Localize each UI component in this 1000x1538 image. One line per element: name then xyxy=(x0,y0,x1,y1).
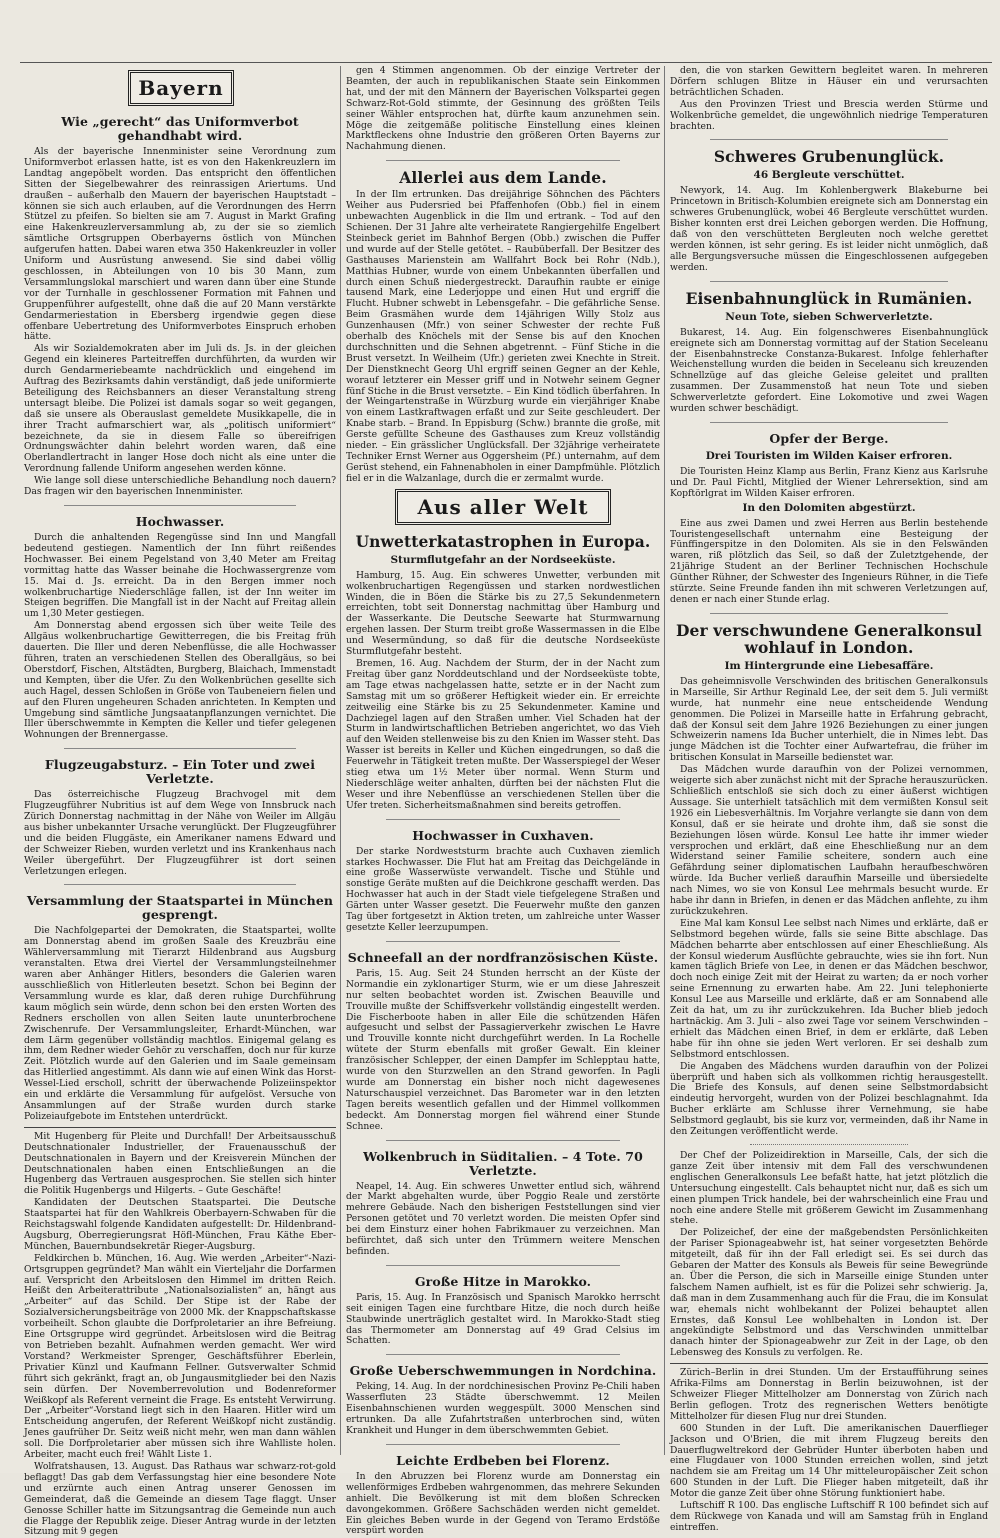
article-subheadline: Drei Touristen im Wilden Kaiser erfroren. xyxy=(705,449,953,462)
article-subheadline: Neun Tote, sieben Schwerverletzte. xyxy=(725,310,933,323)
divider xyxy=(386,160,620,161)
article-headline: Der verschwundene Generalkonsul wohlauf in London. xyxy=(675,620,983,657)
article-headline: Wolkenbruch in Süditalien. – 4 Tote. 70 Verletzte. xyxy=(363,1148,643,1178)
divider xyxy=(64,748,296,749)
article-paragraph: Wie lange soll diese unterschiedliche Behandlung noch dauern? Das fragen wir den bayerischen Innenminister. xyxy=(24,475,336,498)
article-paragraph: Wolfratshausen, 13. August. Das Rathaus war schwarz-rot-gold beflaggt! Das gab dem Verfassungstag hier eine besondere Note und erzürnte auch einen Antrag unserer Genossen im Gemeinderat, daß die Gemeinde an diesem Tage flaggt. Unser Genosse Schiller hatte im Sitzungsantrag die Gemeinde nun auch die Flagge der Republik zeige. Dieser Antrag wurde in der letzten Sitzung mit 9 gegen xyxy=(24,1460,336,1538)
article-headline: Hochwasser in Cuxhaven. xyxy=(412,827,594,843)
column-divider xyxy=(664,66,665,1455)
article-paragraph: Am Donnerstag abend ergossen sich über weite Teile des Allgäus wolkenbruchartige Gewitterregen, die bis Freitag früh dauerten. Die Iller und deren Nebenflüsse, die alle Hochwasser führen, traten an verschiedenen Stellen des Oberallgäus, so bei Oberstdorf, Fischen, Altstädten, Burgberg, Blaichach, Immenstadt und Kempten, über die Ufer. Zu den Wolkenbrüchen gesellte sich auch Hagel, dessen Schloßen in Größe von Taubeneiern fielen und auf den Fluren ungeheuren Schaden anrichteten. In Kempten und Umgebung sind sämtliche Jungsaatanpflanzungen vernichtet. Die Iller überschwemmte in Kempten die Keller und tiefer gelegenen Wohnungen der Brennergasse. xyxy=(24,620,336,741)
article-paragraph: Als der bayerische Innenminister seine Verordnung zum Uniformverbot erlassen hatte, ist es von den Hakenkreuzlern im Landtag angepöbelt worden. Das entspricht den öffentlichen Sitten der Siegelbewahrer des reinrassigen Ariertums. Und draußen – außerhalb den Mauern der bayerischen Hauptstadt – können sie sich auch erlauben, auf die Verordnungen des Herrn Stützel zu pfeifen. So bielten sie am 7. August in Markt Grafing eine Hakenkreuzlerversammlung ab, zu der sie so ziemlich sämtliche Ortsgruppen Oberbayerns östlich von München aufgerufen hatten. Dabei waren etwa 350 Hakenkreuzler in voller Uniform und Ausrüstung anwesend. Sie sind dabei völlig geschlossen, in Abteilungen von 10 bis 30 Mann, zum Versammlungslokal marschiert und waren dann über eine Stunde vor der Turnhalle in geschlossener Formation mit Fahnen und Gruppenführer aufgestellt, ohne daß die auf 20 Mann verstärkte Gendarmeriestation in Ebersberg irgendwie gegen diese offenbare Uebertretung des Uniformverbotes Einspruch erhoben hätte. xyxy=(24,146,336,343)
divider xyxy=(710,422,948,423)
article-paragraph: den, die von starken Gewittern begleitet waren. In mehreren Dörfern schlugen Blitze in Häuser ein und verursachten beträchtlichen Schaden. xyxy=(670,65,988,98)
divider xyxy=(710,139,948,140)
article-paragraph: Luftschiff R 100. Das englische Luftschiff R 100 befindet sich auf dem Rückwege von Kanada und will am Samstag früh in England eintreffen. xyxy=(670,1500,988,1533)
divider xyxy=(386,1140,620,1141)
divider xyxy=(24,1127,336,1128)
divider xyxy=(64,505,296,506)
article-paragraph: Bukarest, 14. Aug. Ein folgenschweres Eisenbahnunglück ereignete sich am Donnerstag vormittag auf der Station Seceleanu der Eisenbahnstrecke Constanza-Bukarest. Infolge fehlerhafter Weichenstellung wurden die beiden in Seceleanu sich kreuzenden Schnellzüge auf das gleiche Geleise geleitet und prallten zusammen. Der Zusammenstoß hat neun Tote und sieben Schwerverletzte gefordert. Eine Lokomotive und zwei Wagen wurden schwer beschädigt. xyxy=(670,326,988,415)
article-headline: Opfer der Berge. xyxy=(769,430,889,446)
article-headline: Flugzeugabsturz. – Ein Toter und zwei Verletzte. xyxy=(44,757,316,787)
article-paragraph: gen 4 Stimmen angenommen. Ob der einzige Vertreter der Beamten, der auch in republikanischen Staate sein Einkommen hat, und der mit den Männern der Bayerischen Volkspartei gegen Schwarz-Rot-Gold stimmte, der Gesinnung des größten Teils seiner Wähler entsprochen hat, dürfte kaum anzunehmen sein. Möge die zeitgemäße politische Einstellung eines kleinen Marktfleckens ohne Industrie den größeren Orten Bayerns zur Nachahmung dienen. xyxy=(346,65,660,153)
article-paragraph: Das österreichische Flugzeug Brachvogel mit dem Flugzeugführer Nubritius ist auf dem Wege von Innsbruck nach Zürich Donnerstag nachmittag in der Nähe von Weiler im Allgäu aus bisher unbekannter Ursache verunglückt. Der Flugzeugführer und die beiden Fluggäste, ein Amerikaner namens Edward und der Schweizer Rieben, wurden verletzt und ins Krankenhaus nach Weiler übergeführt. Der Flugzeugführer ist dort seinen Verletzungen erlegen. xyxy=(24,789,336,877)
divider xyxy=(710,281,948,282)
article-paragraph: 600 Stunden in der Luft. Die amerikanischen Dauerflieger Jackson und O'Brien, die mit ihrem Flugzeug bereits den Dauerflugweltrekord der Gebrüder Hunter überboten haben und eine Flugdauer von 1000 Stunden erreichen wollen, sind jetzt nachdem sie am Freitag um 14 Uhr mitteleuropäischer Zeit schon 600 Stunden in der Luft. Die Flieger haben mitgeteilt, daß ihr Motor die ganze Zeit über ohne Störung funktioniert habe. xyxy=(670,1422,988,1500)
column-1 xyxy=(24,66,336,1538)
divider xyxy=(670,1363,988,1364)
article-paragraph: Das Mädchen wurde daraufhin von der Polizei vernommen, weigerte sich aber zunächst nicht mit der Sprache herauszurücken. Schließlich entschloß sie sich doch zu einer äußerst wichtigen Aussage. Sie unterhielt tatsächlich mit dem vermißten Konsul seit 1926 ein Liebesverhältnis. Im Vorjahre verlangte sie dann von dem Konsul, daß er sie heirate und drohte ihm, daß sie sonst die Beziehungen lösen würde. Konsul Lee hatte ihr immer wieder versprochen und erklärt, daß eine Eheschließung nur an dem Widerstand seiner Familie scheitere, sondern auch eine Gefährdung seiner diplomatischen Laufbahn heraufbeschwören würde. Ida Bucher verließ daraufhin Marseille und übersiedelte nach Nimes, wo sie von Konsul Lee mehrmals besucht wurde. Er habe ihr dann in Briefen, in denen er das Mädchen anflehte, zu ihm zurückzukehren. xyxy=(670,764,988,917)
article-subheadline: 46 Bergleute verschüttet. xyxy=(753,169,905,182)
article-paragraph: Der Chef der Polizeidirektion in Marseille, Cals, der sich die ganze Zeit über intensiv mit dem Fall des verschwundenen englischen Generalkonsuls Lee befaßt hatte, hat jetzt plötzlich die Untersuchung eingestellt. Cals behauptet nicht nur, daß es sich um einen plumpen Trick handele, bei der wahrscheinlich eine Frau und noch eine andere Stelle mit größerem Gewicht im Zusammenhang stehe. xyxy=(670,1149,988,1227)
article-headline: Große Ueberschwemmungen in Nordchina. xyxy=(349,1363,657,1379)
article-headline: Unwetterkatastrophen in Europa. xyxy=(355,531,651,551)
divider xyxy=(386,1444,620,1445)
column-3 xyxy=(670,65,988,1533)
article-paragraph: In den Abruzzen bei Florenz wurde am Donnerstag ein wellenförmiges Erdbeben wahrgenommen, das mehrere Sekunden anhielt. Die Bevölkerung ist mit dem bloßen Schrecken davongekommen. Größere Sachschäden werden nicht gemeldet. Ein gleiches Beben wurde in der Gegend von Teramo Erdstöße verspürt worden xyxy=(346,1470,660,1537)
article-paragraph: Der starke Nordweststurm brachte auch Cuxhaven ziemlich starkes Hochwasser. Die Flut hat am Freitag das Deichgelände in eine große Wasserwüste verwandelt. Tische und Stühle und sonstige Geräte mußten auf die Deichkrone geschafft werden. Das Hochwasser hat auch in der Stadt viele tiefgelegene Straßen und Gärten unter Wasser gesetzt. Die Feuerwehr mußte den ganzen Tag über fortgesetzt in Aktion treten, um zahlreiche unter Wasser gesetzte Keller leerzupumpen. xyxy=(346,845,660,933)
divider xyxy=(64,884,296,885)
article-subheadline: Sturmflutgefahr an der Nordseeküste. xyxy=(390,553,616,566)
article-paragraph: Der Polizeichef, der eine der maßgebendsten Persönlichkeiten der Pariser Spionageabwehr ist, hat seiner vorgesetzten Behörde mitgeteilt, daß für ihn der Fall erledigt sei. Es sei durch das Gebaren der Matter des Konsuls als Beweis für seine Bewegründe an. Über die Person, die sich in Marseille einige Stunden unter falschem Namen aufhielt, ist es für die Polizei sehr schwierig. Ja, daß man in dem Zusammenhang auch für die Frau, die im Konsulat war, ehemals nicht wohlbekannt der Polizei behauptet allen Ernstes, daß Konsul Lee wohlbehalten in London ist. Der angekündigte Selbstmord und das Verschwinden unmittelbar danach hinter der Spionageabwehr zur Zeit in der Lage, ob den Lebensweg des Konsuls zu verfolgen. Re. xyxy=(670,1227,988,1359)
top-rule xyxy=(20,62,992,63)
divider xyxy=(710,613,948,614)
article-headline: Versammlung der Staatspartei in München gesprengt. xyxy=(26,893,334,923)
article-paragraph: Newyork, 14. Aug. Im Kohlenbergwerk Blakeburne bei Princetown in Britisch-Kolumbien ereignete sich am Donnerstag ein schweres Grubenunglück, wobei 46 Bergleute verschüttet wurden. Bisher konnten erst drei Leichen geborgen werden. Die Hoffnung, daß von den verschütteten Bergleuten noch welche gerettet werden können, ist sehr gering. Es ist leider nicht unmöglich, daß alle Bergungsversuche müssen die Eingeschlossenen aufgegeben werden. xyxy=(670,185,988,273)
article-headline: Große Hitze in Marokko. xyxy=(414,1273,592,1289)
column-divider xyxy=(340,66,341,1455)
section-title-bayern: Bayern xyxy=(128,70,234,106)
article-paragraph: Durch die anhaltenden Regengüsse sind Inn und Mangfall bedeutend gestiegen. Namentlich der Inn führt reißendes Hochwasser. Bei einem Pegelstand von 3,40 Meter am Freitag vormittag hatte das Wasser beinahe die Hochwassergrenze vom 15. Mai d. Js. erreicht. Da in den Bergen immer noch wolkenbruchartige Niederschläge fallen, ist der Inn weiter im Steigen begriffen. Die Mangfall ist in der Nacht auf Freitag allein um 1,30 Meter gestiegen. xyxy=(24,532,336,620)
article-headline: Leichte Erdbeben bei Florenz. xyxy=(396,1452,610,1468)
article-headline: Allerlei aus dem Lande. xyxy=(399,168,607,188)
article-paragraph: Feldkirchen b. München, 16. Aug. Wie werden „Arbeiter“-Nazi-Ortsgruppen gegründet? Man wählt ein Vierteljahr die Dorfarmen auf. Verspricht den Arbeitslosen den Himmel im dritten Reich. Heißt den Arbeiterattribute „Nationalsozialisten“ an, hängt aus „Arbeiter“ auf das Schild. Der Stipe ist der Rabe der Sozialversicherungsbeiträge von 2000 Mk. der Knappschaftskasse vorbeiheilt. Schon glaubte die Dorfproletarier an ihre Befreiung. Eine Ortsgruppe wird gegründet. Arbeitslosen wird die Beitrag von Betrieben bezahlt. Aufnahmen werden gemacht. Wer wird Vorstand? Werkmeister Sprenger, Geschäftsführer Eberlein, Privatier Künzl und Kaufmann Fellner. Gutsverwalter Schmid führt sich gekränkt, fragt an, ob Jungausmitglieder bei den Nazis sein dürfen. Der Novemberrevolution und Bodenreformer Weißkopf als Referent verneint die Frage. Es entsteht Verwirrung. Der „Arbeiter“-Vorstand liegt sich in den Haaren. Hitler wird um Entscheidung angerufen, der Referent Weißkopf nicht zuständig. Jenes gaufrüher Dr. Seitz weiß nicht mehr, wen man dann wählen soll. Die Dorfproletarier aber müssen sich ihre Wahlliste holen. Arbeiter, macht euch frei! Wählt Liste 1. xyxy=(24,1252,336,1461)
article-paragraph: In der Ilm ertrunken. Das dreijährige Söhnchen des Pächters Weiher aus Pudersried bei Pfaffenhofen (Obb.) fiel in einem unbewachten Augenblick in die Ilm und ertrank. – Tod auf den Schienen. Der 31 Jahre alte verheiratete Rangiergehilfe Engelbert Steinbeck geriet im Bahnhof Bergen (Obb.) zwischen die Puffer und wurde auf der Stelle getötet. – Raubüberfall. Der Besitzer des Gasthauses Marienstein am Wallfahrt Bock bei Rohr (Ndb.), Matthias Hubner, wurde von einem Unbekannten überfallen und durch einen Schuß niedergestreckt. Daraufhin raubte er einige tausend Mark, eine Lederjoppe und einen Hut und ergriff die Flucht. Hubner schwebt in Lebensgefahr. – Die gefährliche Sense. Beim Grasmähen wurde dem 14jährigen Willy Stolz aus Gunzenhausen (Mfr.) von seiner Schwester der rechte Fuß oberhalb des Knöchels mit der Sense bis auf den Knochen durchschnitten und die Sehnen abgetrennt. – Fünf Stiche in die Brust versetzt. In Weilheim (Ufr.) gerieten zwei Knechte in Streit. Der Dienstknecht Georg Uhl ergriff seinen Gegner an der Kehle, worauf letzterer ein Messer griff und in Notwehr seinem Gegner fünf Stiche in die Brust versetzte. – Ein Kind tödlich überfahren. In der Weingartenstraße in Würzburg wurde ein vierjähriger Knabe von einem Lastkraftwagen erfaßt und zur Seite geschleudert. Der Knabe starb. – Brand. In Eppisburg (Schw.) brannte die große, mit Gerste gefüllte Scheune des Gasthauses zum Kreuz vollständig nieder. – Ein grässlicher Unglücksfall. Der 32jährige verheiratete Techniker Ernst Werner aus Oggersheim (Pf.) unternahm, auf dem Gerüst stehend, ein Fahnenabholen in einer Dampfmühle. Plötzlich fiel er in die Walzanlage, durch die er zermalmt wurde. xyxy=(346,189,660,484)
article-paragraph: Die Touristen Heinz Klamp aus Berlin, Franz Kienz aus Karlsruhe und Dr. Paul Fichtl, Mitglied der Wiener Lehrersektion, sind am Kopftörlgrat im Wilden Kaiser erfroren. xyxy=(670,465,988,499)
article-paragraph: Aus den Provinzen Triest und Brescia werden Stürme und Wolkenbrüche gemeldet, die ungewöhnlich niedrige Temperaturen brachten. xyxy=(670,98,988,132)
divider xyxy=(386,819,620,820)
article-paragraph: Paris, 15. Aug. Seit 24 Stunden herrscht an der Küste der Normandie ein zyklonartiger Sturm, wie er um diese Jahreszeit nur selten beobachtet worden ist. Zwischen Beauville und Trouville mußte der Schiffsverkehr vollständig eingestellt werden. Die Fischerboote haben in aller Eile die schützenden Häfen aufgesucht und selbst der Passagierverkehr zwischen Le Havre und Trouville konnte nicht durchgeführt werden. In La Rochelle wütete der Sturm ebenfalls mit großer Gewalt. Ein kleiner französischer Schlepper, der einen Dampfer im Schlepptau hatte, wurde von den Sturzwellen an den Strand geworfen. In Pagli wurde am Donnerstag ein bisher noch nicht dagewesenes Naturschauspiel verzeichnet. Das Barometer war in den letzten Tagen bereits wesentlich gefallen und der Himmel vollkommen bedeckt. Am Donnerstag morgen fiel während einer Stunde Schnee. xyxy=(346,967,660,1132)
column-2 xyxy=(346,65,660,1537)
section-title-aus-aller-welt: Aus aller Welt xyxy=(395,489,611,525)
article-paragraph: Peking, 14. Aug. In der nordchinesischen Provinz Pe-Chili haben Wasserfluten 23 Städte überschwemmt. 12 Meilen Eisenbahnschienen wurden weggespült. 3000 Menschen sind ertrunken. Da alle Zufahrtstraßen unterbrochen sind, wüten Krankheit und Hunger in dem überschwemmten Gebiet. xyxy=(346,1381,660,1436)
article-subheadline: In den Dolomiten abgestürzt. xyxy=(742,501,916,514)
article-paragraph: Bremen, 16. Aug. Nachdem der Sturm, der in der Nacht zum Freitag über ganz Norddeutschland und der Nordseeküste tobte, am Tage etwas nachgelassen hatte, setzte er in der Nacht zum Samstag mit um so größerer Heftigkeit wieder ein. Er erreichte zeitweilig eine Stärke bis zu 25 Sekundenmeter. Kamine und Dachziegel lagen auf den Straßen umher. Viel Schaden hat der Sturm in landwirtschaftlichen Betrieben angerichtet, wo das Vieh auf den Weiden stellenweise bis zu den Knien im Wasser steht. Das Wasser ist bereits in Keller und Küchen eingedrungen, so daß die Feuerwehr in Tätigkeit treten mußte. Der Wasserspiegel der Weser stieg etwa um 1½ Meter über normal. Wenn Sturm und Niederschläge weiter anhalten, dürften bei der nächsten Flut die Weser und ihre Nebenflüsse an verschiedenen Stellen über die Ufer treten. Sicherheitsmaßnahmen sind bereits getroffen. xyxy=(346,657,660,811)
article-paragraph: Paris, 15. Aug. In Französisch und Spanisch Marokko herrscht seit einigen Tagen eine furchtbare Hitze, die noch durch heiße Staubwinde unerträglich gestaltet wird. In Marokko-Stadt stieg das Thermometer am Donnerstag auf 49 Grad Celsius im Schatten. xyxy=(346,1291,660,1347)
article-paragraph: Kandidaten der Deutschen Staatspartei. Die Deutsche Staatspartei hat für den Wahlkreis Oberbayern-Schwaben für die Reichstagswahl folgende Kandidaten aufgestellt: Dr. Hildenbrand-Augsburg, Oberregierungsrat Höfl-München, Frau Käthe Eber-München, Bauernbundsekretär Rieger-Augsburg. xyxy=(24,1197,336,1252)
divider xyxy=(750,1144,908,1145)
article-headline: Schneefall an der nordfranzösischen Küste. xyxy=(347,949,659,965)
divider xyxy=(386,1265,620,1266)
article-headline: Eisenbahnunglück in Rumänien. xyxy=(685,288,973,308)
article-paragraph: Hamburg, 15. Aug. Ein schweres Unwetter, verbunden mit wolkenbruchartigen Regengüssen und starken nordwestlichen Winden, die in Böen die Stärke bis zu 27,5 Sekundenmetern erreichten, tobt seit Donnerstag nachmittag über Hamburg und der Wasserkante. Die Deutsche Seewarte hat Sturmwarnung ergehen lassen. Der Sturm treibt große Wassermassen in die Elbe und Wesermündung, so daß für die deutsche Nordseeküste Sturmflutgefahr besteht. xyxy=(346,569,660,658)
article-subheadline: Im Hintergrunde eine Liebesaffäre. xyxy=(724,659,934,672)
divider xyxy=(386,1354,620,1355)
article-paragraph: Eine aus zwei Damen und zwei Herren aus Berlin bestehende Touristengesellschaft unternahm eine Besteigung der Fünffingerspitze in den Dolomiten. Als sie in den Felswänden waren, riß plötzlich das Seil, so daß der Zuletztgehende, der 21jährige Student an der Berliner Technischen Hochschule Günther Rühner, der Schwester des Ingenieurs Rühner, in die Tiefe stürzte. Seine Freunde fanden ihn mit schweren Verletzungen auf, denen er nach einer Stunde erlag. xyxy=(670,517,988,605)
article-headline: Schweres Grubenunglück. xyxy=(713,147,945,167)
article-paragraph: Als wir Sozialdemokraten aber im Juli ds. Js. in der gleichen Gegend ein kleineres Parteitreffen durchführten, da wurden wir durch Gendarmeriebeamte nachdrücklich und eingehend im Auftrag des Bezirksamts dahin verständigt, daß jede uniformierte Beteiligung des Reichsbanners an dieser Veranstaltung streng untersagt bleibe. Die Polizei ist damals sogar so weit gegangen, daß sie unsere als Oberauslast gemeldete Musikkapelle, die in ihrer Tracht aufmarschiert war, als „politisch uniformiert“ bezeichnete, da sie in diesem Falle so übereifrigen Ordnungswächter dahin belehrt worden waren, daß eine Oberlandlertracht in langer Hose doch nicht als eine unter die Verordnung fallende Uniform angesehen werden könne. xyxy=(24,343,336,475)
article-paragraph: Neapel, 14. Aug. Ein schweres Unwetter entlud sich, während der Markt abgehalten wurde, über Poggio Reale und zerstörte mehrere Gebäude. Nach den bisherigen Feststellungen sind vier Personen getötet und 70 verletzt worden. Die meisten Opfer sind bei dem Einsturz einer hohen Fabrikmauer zu verzeichnen. Man befürchtet, daß sich unter den Trümmern weitere Menschen befinden. xyxy=(346,1180,660,1257)
divider xyxy=(386,941,620,942)
article-paragraph: Zürich–Berlin in drei Stunden. Um der Erstaufführung seines Afrika-Films am Donnerstag in Berlin beizuwohnen, ist der Schweizer Flieger Mittelholzer am Donnerstag von Zürich nach Berlin geflogen. Trotz des regnerischen Wetters benötigte Mittelholzer für diesen Flug nur drei Stunden. xyxy=(670,1367,988,1422)
article-paragraph: Eine Mal kam Konsul Lee selbst nach Nimes und erklärte, daß er Selbstmord begehen würde, falls sie seine Bitte abschlage. Das Mädchen beharrte aber entschlossen auf einer Eheschließung. Als der Konsul wiederum Ausflüchte gebrauchte, wies sie ihn fort. Nun kamen täglich Briefe von Lee, in denen er das Mädchen beschwor, doch noch einige Zeit mit der Heirat zu warten; da er noch vorher seine Ernennung zu erwarten habe. Am 22. Juni telephonierte Konsul Lee aus Marseille und erklärte, daß er am Sonnabend alle Zeit da hat, um zu ihr zurückzukehren. Ida Bucher blieb jedoch hartnäckig. Am 3. Juli – also zwei Tage vor seinem Verschwinden – erhielt das Mädchen einen Brief, in dem er erklärte, daß Leben habe für ihn ohne sie jeden Wert verloren. Er sei deshalb zum Selbstmord entschlossen. xyxy=(670,917,988,1060)
article-headline: Hochwasser. xyxy=(135,514,225,529)
article-paragraph: Die Nachfolgepartei der Demokraten, die Staatspartei, wollte am Donnerstag abend im großen Saale des Kreuzbräu eine Wählerversammlung mit Tierarzt Hildenbrand aus Augsburg veranstalten. Etwa drei Viertel der Versammlungsteilnehmer waren aber Anhänger Hitlers, besonders die Galerien waren ausschließlich von Hitlerleuten besetzt. Schon bei Beginn der Versammlung wurde es klar, daß deren ruhige Durchführung kaum möglich sein würde, denn schon bei den ersten Worten des Redners erschollen von allen Seiten laute ununterbrochene Zwischenrufe. Der Versammlungsleiter, Erhardt-München, war dem Lärm gegenüber vollständig machtlos. Einigemal gelang es ihm, dem Redner wieder Gehör zu verschaffen, doch nur für kurze Zeit. Plötzlich wurde auf den Galerien und im Saale gemeinsam das Hitlerlied angestimmt. Als dann wie auf einen Wink das Horst-Wessel-Lied erscholl, schritt der überwachende Polizeiinspektor ein und erklärte die Versammlung für aufgelöst. Versuche von Ansammlungen auf der Straße wurden durch starke Polizeiaufgebote im Entstehen unterdrückt. xyxy=(24,925,336,1122)
article-paragraph: Mit Hugenberg für Pleite und Durchfall! Der Arbeitsausschuß Deutschnationaler Industrieller, der Frauenausschuß der Deutschnationalen in Bayern und der Kreisverein München der Deutschnationalen haben einen Entschließungen an die Hugenberg das Vertrauen ausgesprochen. Sie stellen sich hinter die Politik Hugenbergs und Hilgerts. – Gute Geschäfte! xyxy=(24,1130,336,1197)
article-paragraph: Die Angaben des Mädchens wurden daraufhin von der Polizei überprüft und haben sich als vollkommen richtig herausgestellt. Die Briefe des Konsuls, auf denen seine Selbstmordabsicht eindeutig hervorgeht, wurden von der Polizei beschlagnahmt. Ida Bucher erklärte am Schlusse ihrer Vernehmung, sie habe Selbstmord geglaubt, bis sie kurz vor, vermeinden, daß ihr Name in den Zeitungen veröffentlicht werde. xyxy=(670,1060,988,1138)
article-paragraph: Das geheimnisvolle Verschwinden des britischen Generalkonsuls in Marseille, Sir Arthur Reginald Lee, der seit dem 5. Juli vermißt wurde, hat nunmehr eine neue entscheidende Wendung genommen. Die Polizei in Marseille hatte in Erfahrung gebracht, daß der Konsul seit dem Jahre 1926 Beziehungen zu einer jungen Schweizerin namens Ida Bucher unterhielt, die in Nimes lebt. Das junge Mädchen ist die Tochter einer Aufwartefrau, die früher im britischen Konsulat in Marseille bedienstet war. xyxy=(670,675,988,764)
article-headline: Wie „gerecht“ das Uniformverbot gehandhabt wird. xyxy=(61,114,299,143)
